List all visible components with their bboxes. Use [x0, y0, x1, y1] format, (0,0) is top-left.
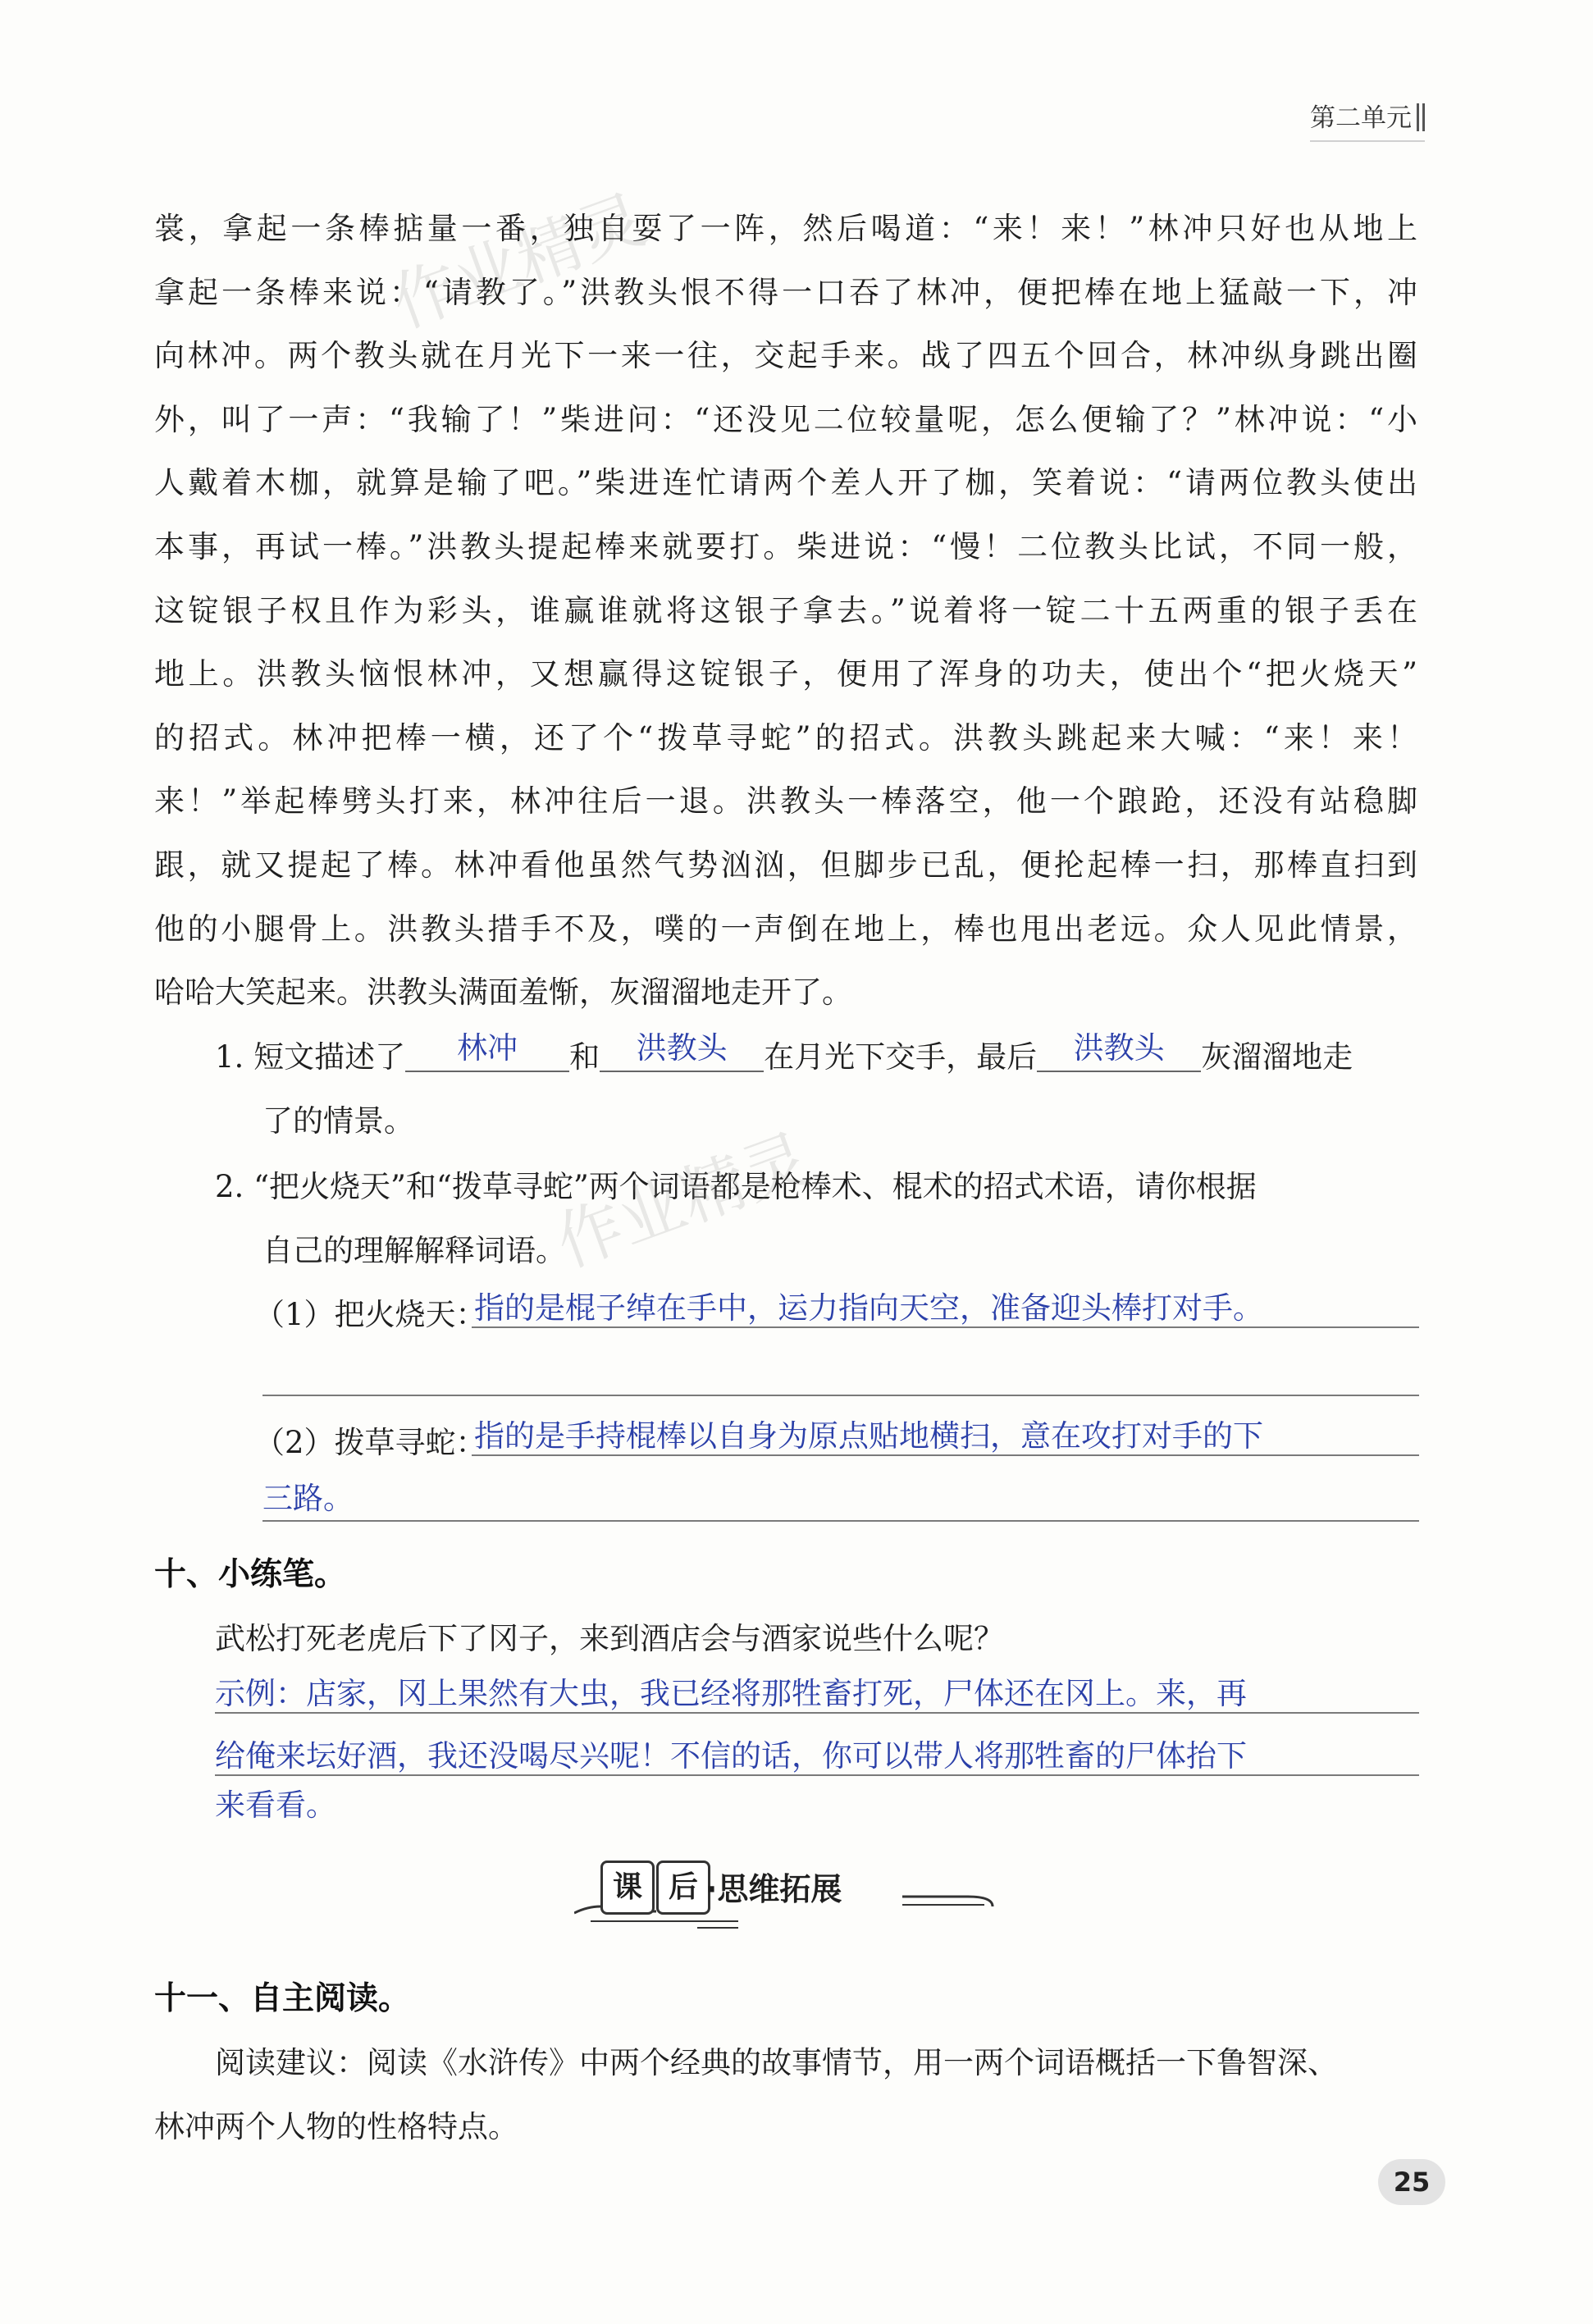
section-10-answer-line-3[interactable]: 来看看。: [215, 1788, 336, 1823]
answer-rule: [472, 1454, 1419, 1456]
q1-number: 1.: [215, 1039, 244, 1075]
page-number: 25: [1378, 2159, 1445, 2205]
banner-box-1: 课: [600, 1861, 655, 1915]
story-line: 地上。洪教头恼恨林冲，又想赢得这锭银子，便用了浑身的功夫，使出个“把火烧天”: [154, 656, 1417, 692]
story-line: 拿起一条棒来说：“请教了。”洪教头恨不得一口吞了林冲，便把棒在地上猛敲一下，冲: [154, 274, 1417, 310]
after-class-banner: [574, 1856, 1001, 1929]
story-line: 哈哈大笑起来。洪教头满面羞惭，灰溜溜地走开了。: [154, 975, 852, 1011]
banner-box-2: 后: [656, 1861, 710, 1915]
q1-text-b: 和: [569, 1039, 600, 1075]
section-10-prompt: 武松打死老虎后下了冈子，来到酒店会与酒家说些什么呢？: [215, 1621, 1004, 1656]
q2-number: 2.: [215, 1169, 244, 1204]
unit-bars-icon: [1417, 103, 1425, 131]
q1-text-a: 短文描述了: [253, 1039, 406, 1075]
q1-answer-1: 林冲: [457, 1030, 518, 1066]
story-line: 的招式。林冲把棒一横，还了个“拨草寻蛇”的招式。洪教头跳起来大喊：“来！来！: [154, 719, 1417, 756]
q1-text-c: 在月光下交手，最后: [764, 1039, 1038, 1075]
section-10-title: 十、小练笔。: [154, 1556, 347, 1593]
q2-line-2: 自己的理解解释词语。: [262, 1233, 566, 1268]
q1-answer-2: 洪教头: [636, 1030, 728, 1066]
banner-text: ·思维拓展: [705, 1871, 842, 1907]
watermark: 作业精灵: [546, 1120, 819, 1282]
question-1: [215, 1032, 1353, 1076]
answer-rule: [215, 1712, 1419, 1714]
story-line: 外，叫了一声：“我输了！”柴进问：“还没见二位较量呢，怎么便输了？”林冲说：“小: [154, 401, 1417, 437]
unit-tag: [1310, 97, 1425, 142]
watermark: 作业精灵: [382, 180, 655, 343]
story-line: 本事，再试一棒。”洪教头提起棒来就要打。柴进说：“慢！二位教头比试，不同一般，: [154, 528, 1417, 564]
q1-answer-3: 洪教头: [1073, 1030, 1165, 1066]
section-11-line-1: 阅读建议：阅读《水浒传》中两个经典的故事情节，用一两个词语概括一下鲁智深、: [215, 2045, 1338, 2080]
unit-label: 第二单元: [1310, 103, 1412, 133]
story-line: 这锭银子权且作为彩头，谁赢谁就将这银子拿去。”说着将一锭二十五两重的银子丢在: [154, 592, 1417, 628]
q1-blank-1[interactable]: [405, 1030, 569, 1072]
story-line: 向林冲。两个教头就在月光下一来一往，交起手来。战了四五个回合，林冲纵身跳出圈: [154, 338, 1417, 374]
section-10-answer-line-2[interactable]: 给俺来坛好酒，我还没喝尽兴呢！不信的话，你可以带人将那牲畜的尸体抬下: [215, 1738, 1247, 1774]
story-line: 跟，就又提起了棒。林冲看他虽然气势汹汹，但脚步已乱，便抡起棒一扫，那棒直扫到: [154, 847, 1417, 883]
story-passage: [154, 197, 1417, 1025]
answer-rule: [262, 1395, 1419, 1396]
q2-sub2-answer-line-1[interactable]: 指的是手持棍棒以自身为原点贴地横扫，意在攻打对手的下: [474, 1418, 1263, 1454]
story-line: 裳，拿起一条棒掂量一番，独自耍了一阵，然后喝道：“来！来！”林冲只好也从地上: [154, 211, 1417, 246]
section-11-line-2: 林冲两个人物的性格特点。: [154, 2109, 518, 2144]
section-11-title: 十一、自主阅读。: [154, 1980, 411, 2017]
q2-sub1-label: （1）把火烧天：: [254, 1297, 486, 1332]
q1-line-2: 了的情景。: [262, 1103, 414, 1139]
q2-sub2-answer-line-2[interactable]: 三路。: [262, 1481, 354, 1516]
q1-text-d: 灰溜溜地走: [1201, 1039, 1353, 1075]
q2-sub2-label: （2）拨草寻蛇：: [254, 1425, 486, 1460]
answer-rule: [262, 1520, 1419, 1522]
q2-line-1: “把火烧天”和“拨草寻蛇”两个词语都是枪棒术、棍术的招式术语，请你根据: [253, 1169, 1257, 1204]
story-line: 他的小腿骨上。洪教头措手不及，噗的一声倒在地上，棒也甩出老远。众人见此情景，: [154, 911, 1417, 947]
q2-sub1-answer[interactable]: 指的是棍子绰在手中，运力指向天空，准备迎头棒打对手。: [474, 1290, 1263, 1326]
answer-rule: [472, 1326, 1419, 1328]
answer-rule: [215, 1774, 1419, 1776]
story-line: 来！”举起棒劈头打来，林冲往后一退。洪教头一棒落空，他一个踉跄，还没有站稳脚: [154, 783, 1417, 820]
q1-blank-2[interactable]: [600, 1030, 764, 1072]
story-line: 人戴着木枷，就算是输了吧。”柴进连忙请两个差人开了枷，笑着说：“请两位教头使出: [154, 465, 1417, 501]
section-10-answer-line-1[interactable]: 示例：店家，冈上果然有大虫，我已经将那牲畜打死，尸体还在冈上。来，再: [215, 1676, 1247, 1711]
q1-blank-3[interactable]: [1037, 1030, 1201, 1072]
